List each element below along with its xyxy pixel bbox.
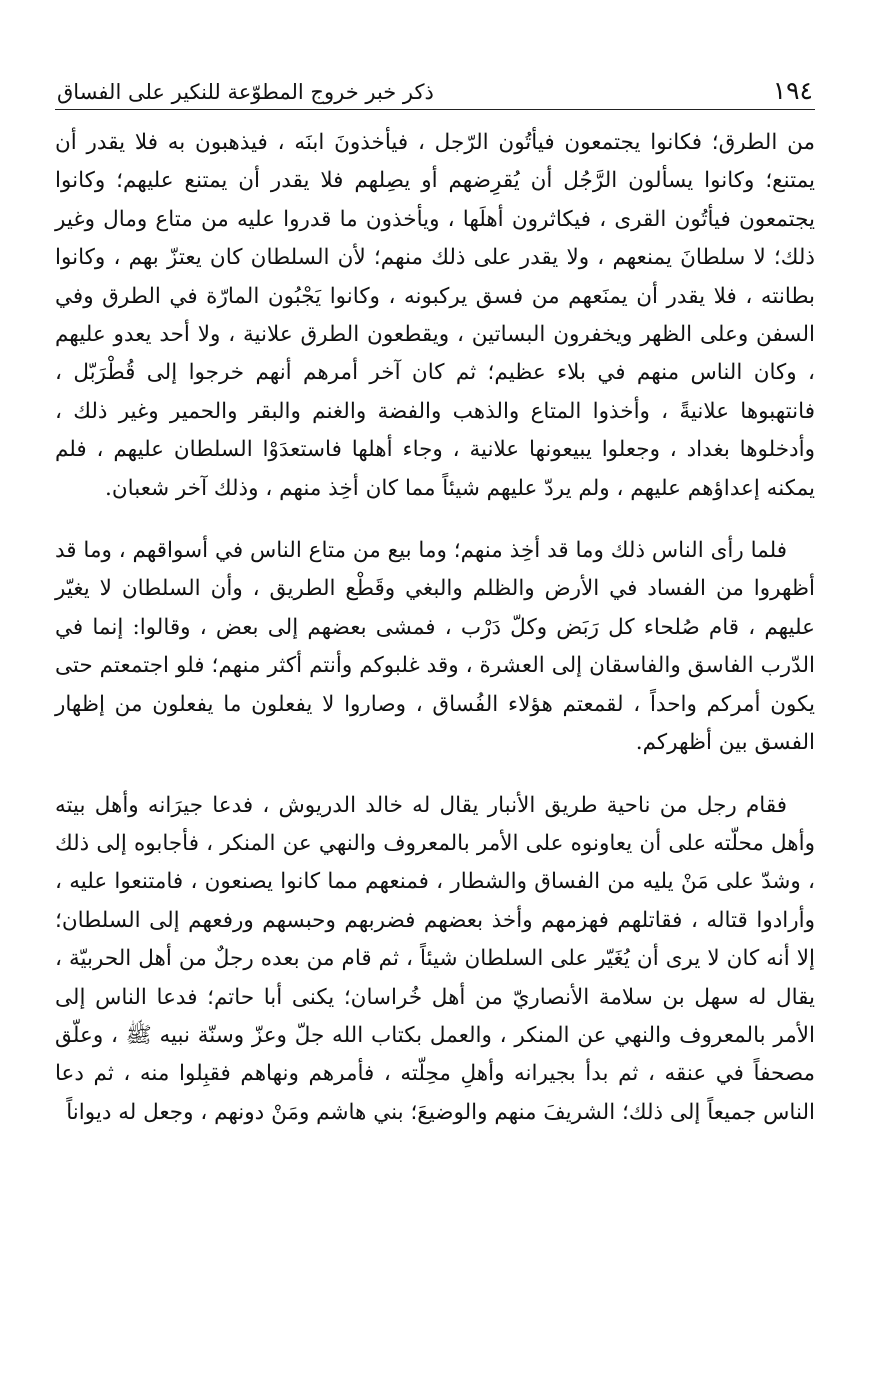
running-title: ذكر خبر خروج المطوّعة للنكير على الفساق — [57, 80, 434, 104]
running-header — [55, 58, 815, 110]
page-number: ١٩٤ — [772, 76, 813, 105]
paragraph-1: من الطرق؛ فكانوا يجتمعون فيأتُون الرّجل ، فيأخذونَ ابنَه ، فيذهبون به فلا يقدر أن يمتنع؛ وكانوا يسألون الرَّجُل أن يُقرِضهم أو يصِلهم فلا يقدر أن يمتنع عليهم؛ وكانوا يجتمعون فيأتُون القرى ، فيكاثرون أهلَها ، ويأخذون ما قدروا عليه من متاع ومال وغير ذلك؛ لا سلطانَ يمنعهم ، ولا يقدر على ذلك منهم؛ لأن السلطان كان يعتزّ بهم ، وكانوا بطانته ، فلا يقدر أن يمنَعهم من فسق يركبونه ، وكانوا يَجْبُون المارّة في الطرق وفي السفن وعلى الظهر ويخفرون البساتين ، ويقطعون الطرق علانية ، ولا أحد يعدو عليهم ، وكان الناس منهم في بلاء عظيم؛ ثم كان آخر أمرهم أنهم خرجوا إلى قُطْرَبّل ، فانتهبوها علانيةً ، وأخذوا المتاع والذهب والفضة والغنم والبقر والحمير وغير ذلك ، وأدخلوها بغداد ، وجعلوا يبيعونها علانية ، وجاء أهلها فاستعدَوْا السلطان عليهم ، فلم يمكنه إعداؤهم عليهم ، ولم يردّ عليهم شيئاً مما كان أخِذ منهم ، وذلك آخر شعبان. — [55, 130, 815, 501]
book-page — [55, 58, 815, 1378]
paragraph-3: فقام رجل من ناحية طريق الأنبار يقال له خالد الدريوش ، فدعا جيرَانه وأهل بيته وأهل محلّته على أن يعاونوه على الأمر بالمعروف والنهي عن المنكر ، فأجابوه إلى ذلك ، وشدّ على مَنْ يليه من الفساق والشطار ، فمنعهم مما كانوا يصنعون ، فامتنعوا عليه ، وأرادوا قتاله ، فقاتلهم فهزمهم وأخذ بعضهم فضربهم وحبسهم ورفعهم إلى السلطان؛ إلا أنه كان لا يرى أن يُغَيّر على السلطان شيئاً ، ثم قام من بعده رجلٌ من أهل الحربيّة ، يقال له سهل بن سلامة الأنصاريّ من أهل خُراسان؛ يكنى أبا حاتم؛ فدعا الناس إلى الأمر بالمعروف والنهي عن المنكر ، والعمل بكتاب الله جلّ وعزّ وسنّة نبيه ﷺ ، وعلّق مصحفاً في عنقه ، ثم بدأ بجيرانه وأهلِ محِلّته ، فأمرهم ونهاهم فقبِلوا منه ، ثم دعا الناس جميعاً إلى ذلك؛ الشريفَ منهم والوضيعَ؛ بني هاشم ومَنْ دونهم ، وجعل له ديواناً — [55, 792, 815, 1125]
body-text — [55, 124, 815, 1132]
paragraph-2: فلما رأى الناس ذلك وما قد أخِذ منهم؛ وما بيع من متاع الناس في أسواقهم ، وما قد أظهروا من الفساد في الأرض والظلم والبغي وقَطْع الطريق ، وأن السلطان لا يغيّر عليهم ، قام صُلحاء كل رَبَض وكلّ دَرْب ، فمشى بعضهم إلى بعض ، وقالوا: إنما في الدّرب الفاسق والفاسقان إلى العشرة ، وقد غلبوكم وأنتم أكثر منهم؛ فلو اجتمعتم حتى يكون أمركم واحداً ، لقمعتم هؤلاء الفُساق ، وصاروا لا يفعلون ما يفعلون من إظهار الفسق بين أظهركم. — [55, 538, 815, 756]
